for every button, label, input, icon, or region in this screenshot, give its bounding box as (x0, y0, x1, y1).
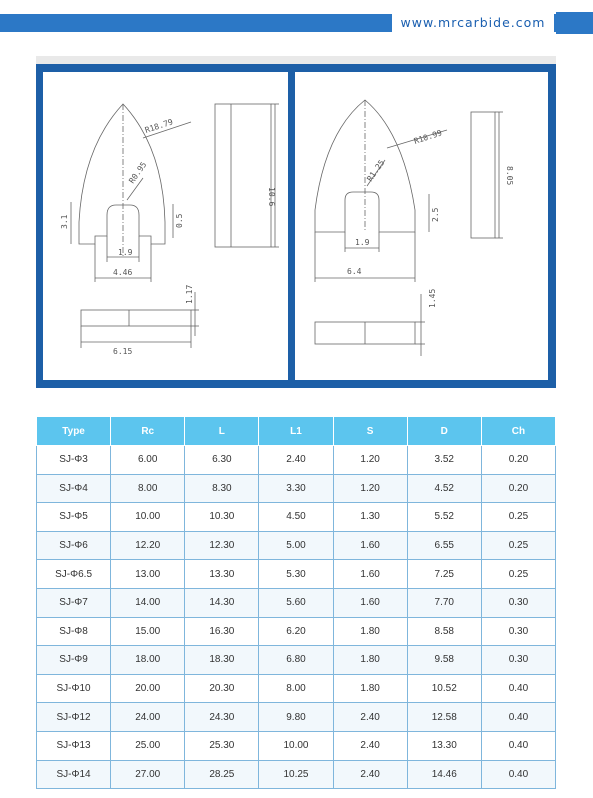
table-cell: 20.30 (185, 674, 259, 703)
dim-thickness: 1.17 (185, 284, 194, 304)
table-cell: 1.80 (333, 617, 407, 646)
column-header: Type (37, 417, 111, 446)
dim-outer-radius: R18.79 (143, 117, 175, 135)
table-cell: SJ-Φ9 (37, 646, 111, 675)
table-cell: 13.00 (111, 560, 185, 589)
table-cell: 1.20 (333, 474, 407, 503)
table-cell: 14.30 (185, 588, 259, 617)
technical-drawing-left (43, 72, 288, 380)
dim-s: 0.5 (175, 213, 184, 228)
table-cell: 10.00 (259, 731, 333, 760)
table-cell: 14.00 (111, 588, 185, 617)
dim-outer-radius: R10.99 (412, 128, 444, 146)
drawing-panel-right (295, 72, 548, 380)
table-cell: 6.30 (185, 446, 259, 475)
table-cell: 0.40 (481, 760, 555, 789)
table-row (37, 703, 556, 732)
drawing-panel-left (43, 72, 288, 380)
table-cell: 5.52 (407, 503, 481, 532)
website-url[interactable]: www.mrcarbide.com (392, 10, 554, 36)
table-cell: 3.30 (259, 474, 333, 503)
table-cell: 24.30 (185, 703, 259, 732)
table-row (37, 646, 556, 675)
dim-tip-radius: R1.25 (365, 158, 387, 184)
table-row (37, 674, 556, 703)
table-cell: 1.80 (333, 646, 407, 675)
table-cell: 6.20 (259, 617, 333, 646)
table-cell: 0.40 (481, 674, 555, 703)
table-cell: 10.30 (185, 503, 259, 532)
table-cell: SJ-Φ6.5 (37, 560, 111, 589)
column-header: Ch (481, 417, 555, 446)
table-cell: SJ-Φ13 (37, 731, 111, 760)
dim-tip-radius: R0.95 (127, 160, 149, 186)
column-header: L1 (259, 417, 333, 446)
table-cell: 14.46 (407, 760, 481, 789)
table-cell: 2.40 (333, 703, 407, 732)
dim-s: 2.5 (431, 207, 440, 222)
table-cell: SJ-Φ7 (37, 588, 111, 617)
header-bar-end (556, 12, 593, 34)
dim-length: 6.15 (113, 347, 133, 356)
table-row (37, 531, 556, 560)
table-cell: 0.30 (481, 617, 555, 646)
table-cell: 4.50 (259, 503, 333, 532)
table-cell: SJ-Φ10 (37, 674, 111, 703)
table-cell: 0.40 (481, 731, 555, 760)
table-cell: 6.55 (407, 531, 481, 560)
table-cell: 3.52 (407, 446, 481, 475)
table-cell: 12.58 (407, 703, 481, 732)
table-cell: 4.52 (407, 474, 481, 503)
table-cell: 0.25 (481, 531, 555, 560)
table-cell: 27.00 (111, 760, 185, 789)
table-cell: 0.25 (481, 503, 555, 532)
table-cell: 12.30 (185, 531, 259, 560)
table-cell: 9.80 (259, 703, 333, 732)
table-cell: 7.25 (407, 560, 481, 589)
table-cell: 1.60 (333, 531, 407, 560)
table-cell: 8.30 (185, 474, 259, 503)
dim-slot-width: 1.9 (355, 238, 370, 247)
table-cell: 5.60 (259, 588, 333, 617)
dim-height-l: 3.1 (60, 214, 69, 229)
table-cell: SJ-Φ4 (37, 474, 111, 503)
table-cell: 25.00 (111, 731, 185, 760)
table-cell: 25.30 (185, 731, 259, 760)
table-cell: 24.00 (111, 703, 185, 732)
table-cell: 8.58 (407, 617, 481, 646)
table-cell: 5.30 (259, 560, 333, 589)
table-cell: 2.40 (333, 760, 407, 789)
table-row (37, 617, 556, 646)
table-cell: 1.30 (333, 503, 407, 532)
dim-width: 6.4 (347, 267, 362, 276)
table-cell: 16.30 (185, 617, 259, 646)
dim-thickness: 1.45 (428, 288, 437, 308)
table-cell: 10.52 (407, 674, 481, 703)
table-cell: SJ-Φ14 (37, 760, 111, 789)
table-header-row (37, 417, 556, 446)
table-cell: 0.25 (481, 560, 555, 589)
table-cell: 13.30 (407, 731, 481, 760)
table-cell: 0.30 (481, 646, 555, 675)
table-body (37, 446, 556, 789)
table-cell: 2.40 (333, 731, 407, 760)
table-cell: SJ-Φ3 (37, 446, 111, 475)
column-header: S (333, 417, 407, 446)
table-cell: 0.40 (481, 703, 555, 732)
column-header: L (185, 417, 259, 446)
table-cell: 10.00 (111, 503, 185, 532)
table-cell: 1.20 (333, 446, 407, 475)
table-cell: 6.00 (111, 446, 185, 475)
table-cell: 18.00 (111, 646, 185, 675)
table-cell: 5.00 (259, 531, 333, 560)
table-cell: 6.80 (259, 646, 333, 675)
table-cell: 9.58 (407, 646, 481, 675)
table-cell: 0.30 (481, 588, 555, 617)
table-cell: SJ-Φ6 (37, 531, 111, 560)
table-row (37, 446, 556, 475)
dim-slot-width: 1.9 (118, 248, 133, 257)
table-cell: 0.20 (481, 446, 555, 475)
table-cell: 1.80 (333, 674, 407, 703)
table-row (37, 474, 556, 503)
table-cell: 7.70 (407, 588, 481, 617)
table-cell: 20.00 (111, 674, 185, 703)
table-cell: SJ-Φ5 (37, 503, 111, 532)
table-cell: 12.20 (111, 531, 185, 560)
table-row (37, 731, 556, 760)
table-cell: SJ-Φ8 (37, 617, 111, 646)
table-cell: 2.40 (259, 446, 333, 475)
dim-total-height: 10.6 (267, 187, 276, 207)
column-header: D (407, 417, 481, 446)
specification-table (36, 416, 556, 789)
table-cell: 0.20 (481, 474, 555, 503)
table-row (37, 588, 556, 617)
table-row (37, 560, 556, 589)
table-cell: SJ-Φ12 (37, 703, 111, 732)
dim-total-height: 8.05 (505, 166, 514, 186)
table-cell: 28.25 (185, 760, 259, 789)
technical-drawing-right (295, 72, 548, 380)
table-cell: 15.00 (111, 617, 185, 646)
table-cell: 18.30 (185, 646, 259, 675)
table-cell: 8.00 (111, 474, 185, 503)
dim-width: 4.46 (113, 268, 133, 277)
table-cell: 1.60 (333, 560, 407, 589)
table-cell: 13.30 (185, 560, 259, 589)
table-cell: 10.25 (259, 760, 333, 789)
table-cell: 1.60 (333, 588, 407, 617)
table-row (37, 503, 556, 532)
column-header: Rc (111, 417, 185, 446)
table-row (37, 760, 556, 789)
table-cell: 8.00 (259, 674, 333, 703)
